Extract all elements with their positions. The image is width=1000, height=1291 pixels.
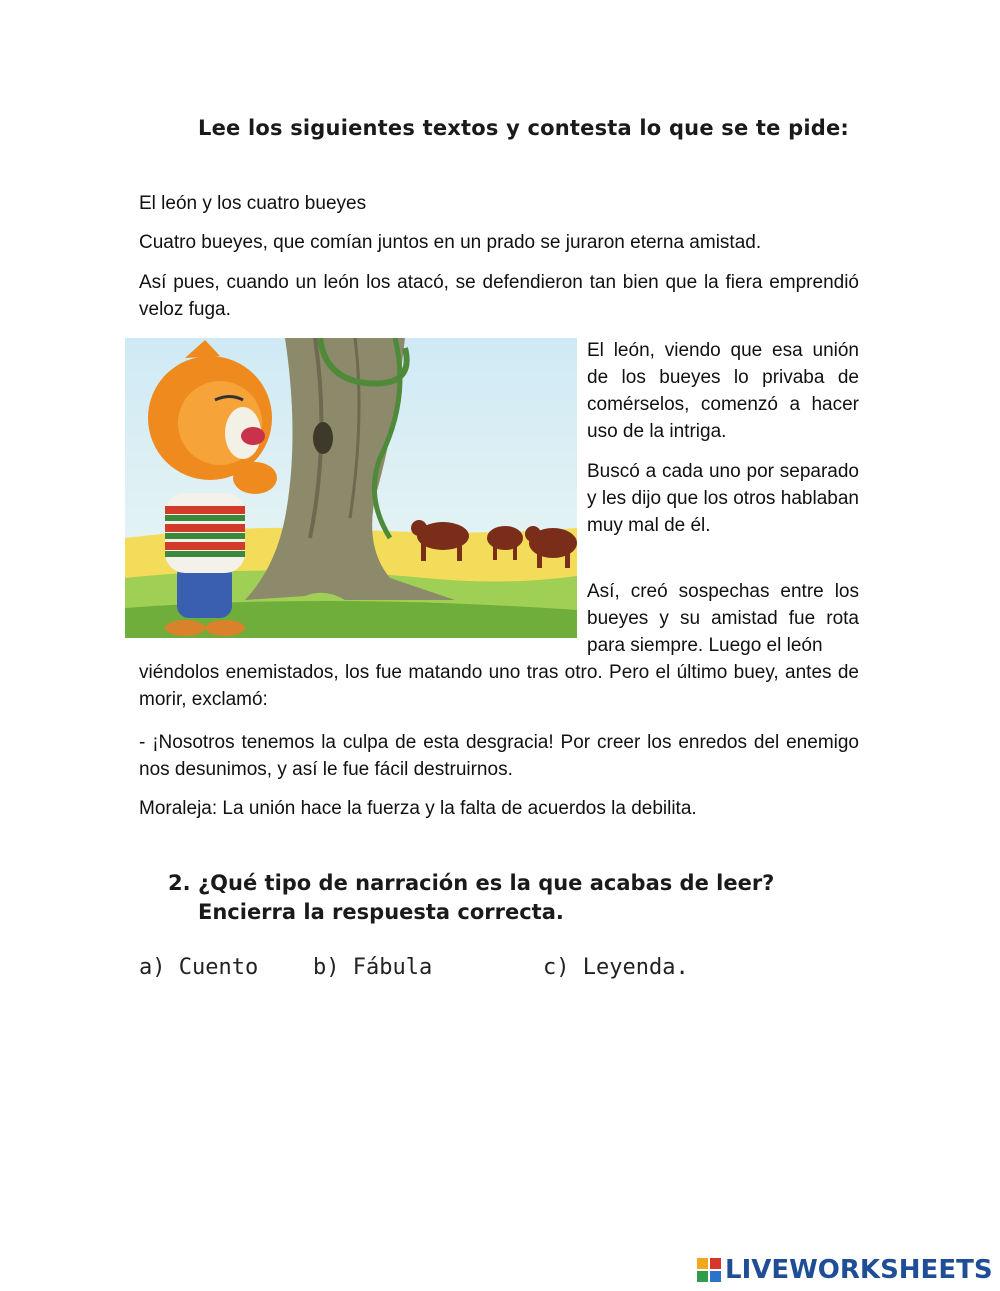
question-line-2: Encierra la respuesta correcta. (198, 900, 564, 924)
question-number: 2. (168, 871, 191, 895)
story-paragraph-5-end: viéndolos enemistados, los fue matando uno tras otro. Pero el último buey, antes de morir, exclamó: (139, 662, 859, 710)
story-paragraph-4: Buscó a cada uno por separado y les dijo que los otros hablaban muy mal de él. (587, 461, 859, 536)
story-paragraph-1: Cuatro bueyes, que comían juntos en un prado se juraron eterna amistad. (139, 232, 762, 253)
story-paragraph-3: El león, viendo que esa unión de los bueyes lo privaba de comérselos, comenzó a hacer uso de la intriga. (587, 340, 859, 442)
question-line-1: ¿Qué tipo de narración es la que acabas de leer? (198, 871, 775, 895)
instruction-heading: Lee los siguientes textos y contesta lo que se te pide: (198, 116, 850, 140)
story-title: El león y los cuatro bueyes (139, 193, 367, 214)
question-2 (168, 869, 868, 927)
option-leyenda[interactable]: c) Leyenda. (543, 955, 689, 980)
option-fabula[interactable]: b) Fábula (313, 955, 433, 980)
story-moral: Moraleja: La unión hace la fuerza y la falta de acuerdos la debilita. (139, 798, 697, 819)
story-paragraph-2: Así pues, cuando un león los atacó, se defendieron tan bien que la fiera emprendió veloz fuga. (139, 272, 859, 320)
story-paragraph-6: - ¡Nosotros tenemos la culpa de esta desgracia! Por creer los enredos del enemigo nos desunimos, y así le fue fácil destruirnos. (139, 732, 859, 780)
liveworksheets-logo (697, 1253, 993, 1287)
story-paragraph-5-start: Así, creó sospechas entre los bueyes y su amistad fue rota para siempre. Luego el león (587, 581, 859, 656)
liveworksheets-icon (697, 1258, 721, 1282)
option-cuento[interactable]: a) Cuento (139, 955, 259, 980)
brand-name: LIVEWORKSHEETS (725, 1255, 993, 1285)
story-illustration (125, 338, 577, 638)
